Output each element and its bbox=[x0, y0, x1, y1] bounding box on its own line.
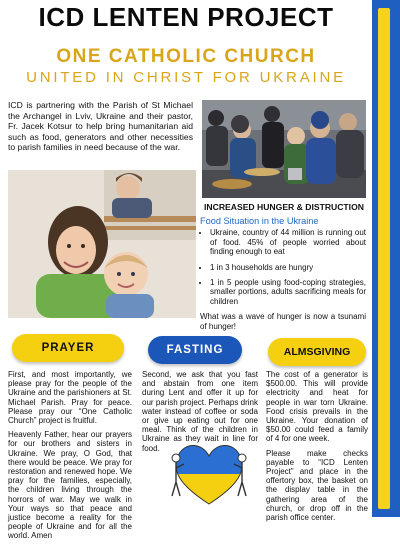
generator-cost-paragraph: The cost of a generator is $500.00. This will provide electricity and heat for people in war torn Ukraine. Food crisis prevails in the Ukraine. Your donation of $50.00 could feed a family of 4 for one week. bbox=[266, 370, 368, 444]
subtitle-united: UNITED IN CHRIST FOR UKRAINE bbox=[26, 69, 346, 86]
fasting-badge: FASTING bbox=[148, 336, 242, 364]
tsunami-note: What was a wave of hunger is now a tsunami of hunger! bbox=[200, 312, 366, 331]
ukraine-heart-icon bbox=[170, 434, 248, 514]
food-situation-title: Food Situation in the Ukraine bbox=[200, 216, 319, 226]
list-item: • Ukraine, country of 44 million is running out of food. 45% of people worried about finding enough to eat bbox=[210, 228, 366, 256]
list-item: • 1 in 3 households are hungry bbox=[210, 263, 366, 272]
children-food-line-illustration bbox=[202, 100, 366, 198]
prayer-column bbox=[8, 370, 132, 546]
prayer-badge: PRAYER bbox=[12, 334, 124, 362]
mother-child-photo bbox=[8, 170, 196, 318]
subtitle-church: ONE CATHOLIC CHURCH bbox=[56, 46, 316, 67]
children-food-line-photo bbox=[202, 100, 366, 198]
almsgiving-badge: ALMSGIVING bbox=[268, 338, 366, 366]
list-item: • 1 in 5 people using food-coping strategies, smaller portions, adults sacrificing meals for children bbox=[210, 278, 366, 306]
intro-paragraph: ICD is partnering with the Parish of St Michael the Archangel in Lviv, Ukraine and their pastor, Fr. Jacek Kotsur to help bring humanitarian aid such as food, generators and other necessities to parish families in need because of the war. bbox=[8, 100, 193, 153]
mother-child-illustration bbox=[8, 170, 196, 318]
heart-figures-illustration bbox=[170, 434, 248, 514]
page-title: ICD LENTEN PROJECT bbox=[38, 2, 334, 32]
prayer-text: Heavenly Father, hear our prayers for our brothers and sisters in Ukraine. We pray, O God, that there would be peace. We pray for restoration and renewed hope. We pray for the families, especially, the children living through the horrors of war. May we walk in Your ways so that peace and justice become a reality for the people of Ukraine and for all the world. Amen bbox=[8, 430, 132, 541]
food-situation-section bbox=[200, 217, 366, 331]
fasting-paragraph: Second, we ask that you fast and abstain from one item during Lent and offer it up for our parish project. Perhaps drink water instead of coffee or soda or give up eating out for one meal. Think of the children in Ukraine as they wait in line for food. bbox=[142, 370, 258, 453]
almsgiving-column bbox=[266, 370, 368, 527]
prayer-paragraph: First, and most importantly, we please pray for the people of the Ukraine and the parishioners at St. Michael Parish. Pray for peace. Please pray our “One Catholic Church” project is fruitful. bbox=[8, 370, 132, 426]
photo-caption: INCREASED HUNGER & DISTRUCTION bbox=[204, 202, 364, 212]
side-border-yellow bbox=[378, 8, 390, 509]
food-situation-list bbox=[200, 228, 366, 306]
check-instructions-paragraph: Please make checks payable to “ICD Lenten Project” and place in the offertory box, the basket on the display table in the gathering area of the church, or drop off in the parish office center. bbox=[266, 448, 368, 523]
